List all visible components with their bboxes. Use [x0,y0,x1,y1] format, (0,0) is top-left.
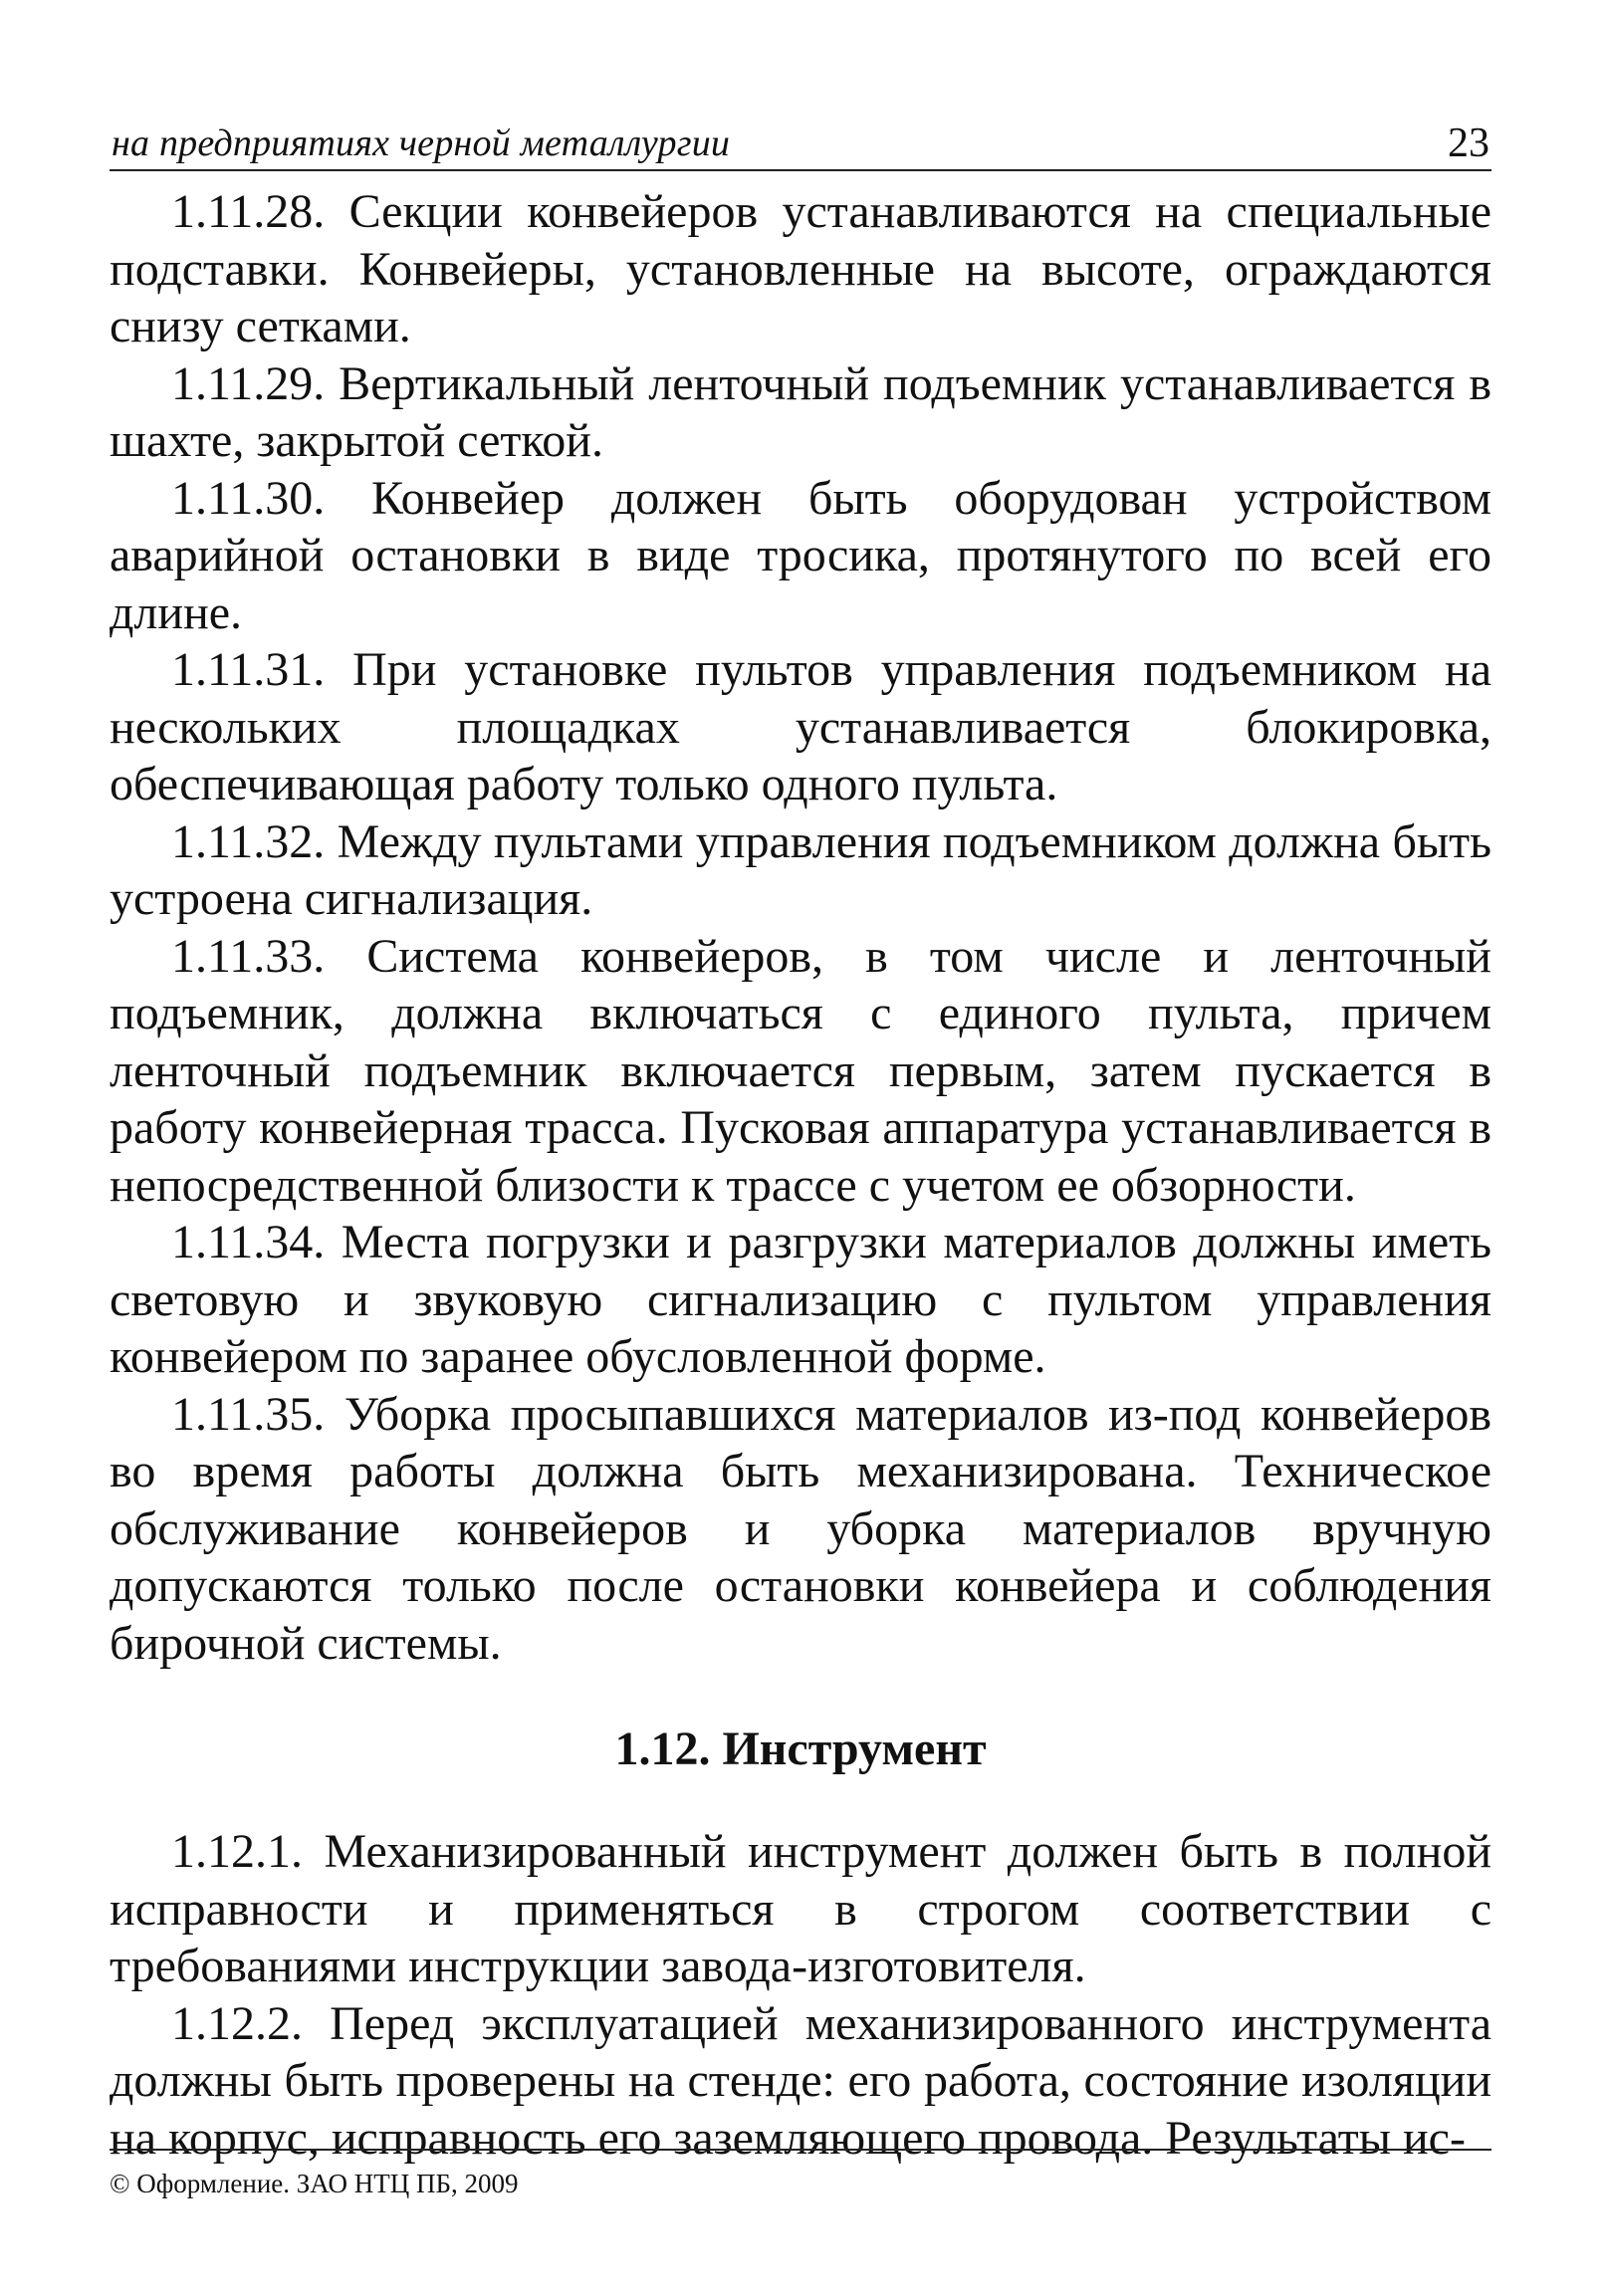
paragraph-1-12-1: 1.12.1. Механизированный инструмент должен быть в полной исправности и применяться в строгом соответствии с требованиями инструкции завода-изготовителя. [110,1825,1491,1992]
paragraph-1-11-34: 1.11.34. Места погрузки и разгрузки материалов должны иметь световую и звуковую сигнализацию с пультом управления конвейером по заранее обусловленной форме. [110,1216,1491,1383]
running-header [110,110,1491,171]
paragraph-1-11-32: 1.11.32. Между пультами управления подъемником должна быть устроена сигнализация. [110,814,1491,925]
paragraph-1-11-35: 1.11.35. Уборка просыпавшихся материалов из-под конвейеров во время работы должна быть механизирована. Техническое обслуживание конвейеров и уборка материалов вручную допускаются только после остановки конвейера и соблюдения бирочной системы. [110,1387,1491,1670]
document-body [110,183,1491,2167]
page-number: 23 [1448,120,1489,166]
paragraph-1-11-31: 1.11.31. При установке пультов управления подъемником на нескольких площадках устанавливается блокировка, обеспечивающая работу только одного пульта. [110,643,1491,810]
paragraph-1-11-30: 1.11.30. Конвейер должен быть оборудован устройством аварийной остановки в виде тросика, протянутого по всей его длине. [110,471,1491,639]
running-header-title: на предприятиях черной металлургии [112,122,731,164]
paragraph-1-11-28: 1.11.28. Секции конвейеров устанавливаются на специальные подставки. Конвейеры, установленные на высоте, ограждаются снизу сетками. [110,185,1491,352]
document-page [110,110,1491,2260]
copyright-notice: © Оформление. ЗАО НТЦ ПБ, 2009 [110,2169,519,2198]
paragraph-1-11-29: 1.11.29. Вертикальный ленточный подъемник устанавливается в шахте, закрытой сеткой. [110,356,1491,467]
page-footer [110,2149,1491,2199]
section-heading: 1.12. Инструмент [614,1722,987,1775]
paragraph-1-12-2: 1.12.2. Перед эксплуатацией механизированного инструмента должны быть проверены на стенде: его работа, состояние изоляции на корпус, исправность его заземляющего провода. Результаты ис- [110,1996,1491,2165]
paragraph-1-11-33: 1.11.33. Система конвейеров, в том числе и ленточный подъемник, должна включаться с единого пульта, причем ленточный подъемник включается первым, затем пускается в работу конвейерная трасса. Пусковая аппаратура устанавливается в непосредственной близости к трассе с учетом ее обзорности. [110,929,1491,1212]
